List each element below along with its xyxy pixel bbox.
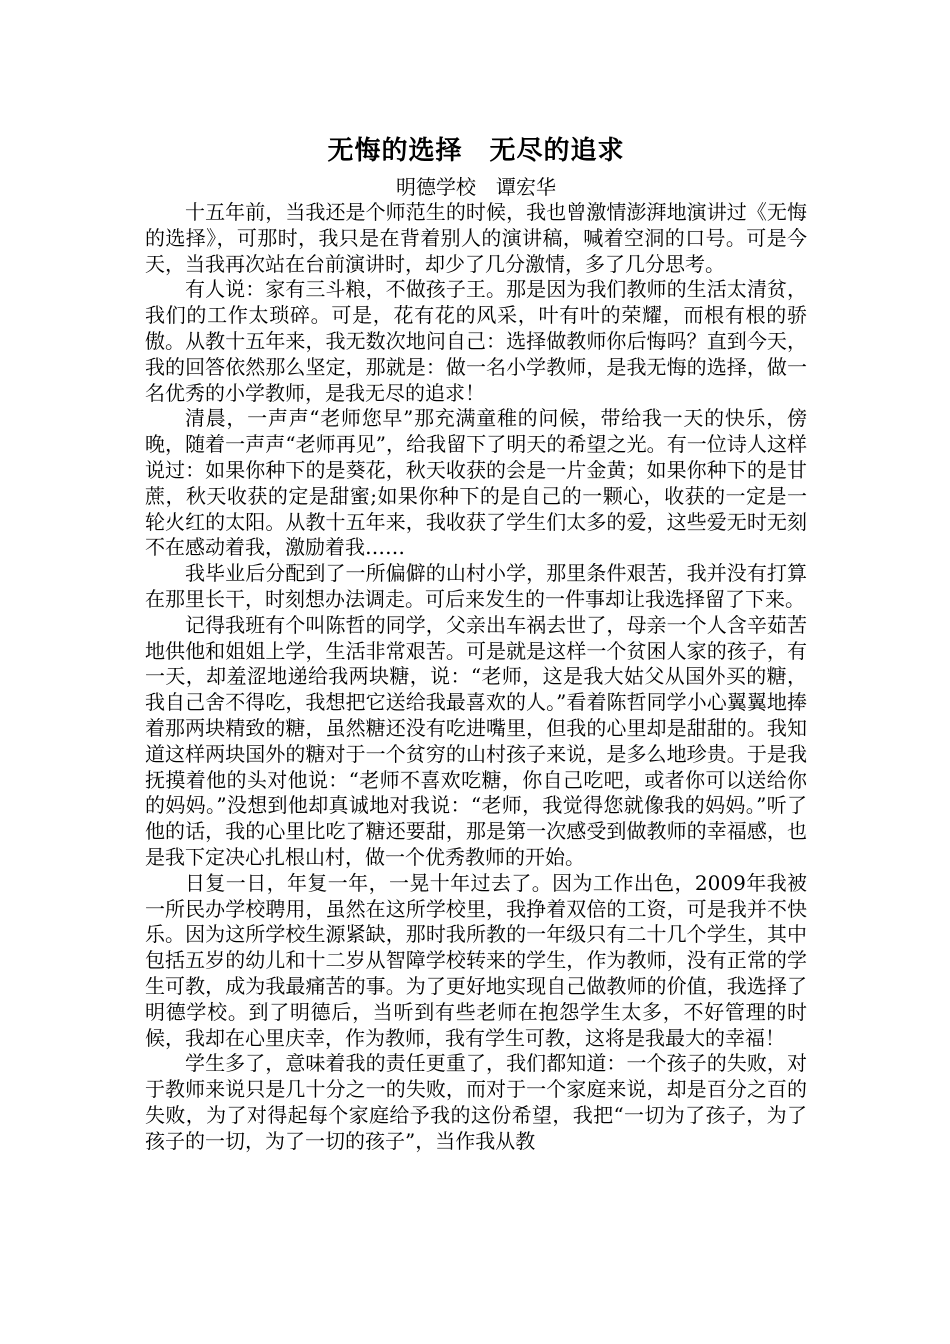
document-title: 无悔的选择 无尽的追求 (327, 136, 625, 166)
paragraph-1: 十五年前，当我还是个师范生的时候，我也曾激情澎湃地演讲过《无悔的选择》，可那时，我只是在背着别人的演讲稿，喊着空洞的口号。可是今天，当我再次站在台前演讲时，却少了几分激情，多了几分思考。 (145, 200, 807, 276)
paragraph-6: 日复一日，年复一年，一晃十年过去了。因为工作出色，2009年我被一所民办学校聘用，虽然在这所学校里，我挣着双倍的工资，可是我并不快乐。因为这所学校生源紧缺，那时我所教的一年级只有二十几个学生，其中包括五岁的幼儿和十二岁从智障学校转来的学生，作为教师，没有正常的学生可教，成为我最痛苦的事。为了更好地实现自己做教师的价值，我选择了明德学校。到了明德后，当听到有些老师在抱怨学生太多，不好管理的时候，我却在心里庆幸，作为教师，我有学生可教，这将是我最大的幸福！ (145, 870, 807, 1050)
author-byline: 明德学校 谭宏华 (396, 175, 556, 199)
paragraph-4: 我毕业后分配到了一所偏僻的山村小学，那里条件艰苦，我并没有打算在那里长干，时刻想办法调走。可后来发生的一件事却让我选择留了下来。 (145, 561, 807, 611)
paragraph-5: 记得我班有个叫陈哲的同学，父亲出车祸去世了，母亲一个人含辛茹苦地供他和姐姐上学，生活非常艰苦。可是就是这样一个贫困人家的孩子，有一天，却羞涩地递给我两块糖，说：“老师，这是我大姑父从国外买的糖，我自己舍不得吃，我想把它送给我最喜欢的人。”看着陈哲同学小心翼翼地捧着那两块精致的糖，虽然糖还没有吃进嘴里，但我的心里却是甜甜的。我知道这样两块国外的糖对于一个贫穷的山村孩子来说，是多么地珍贵。于是我抚摸着他的头对他说：“老师不喜欢吃糖，你自己吃吧，或者你可以送给你的妈妈。”没想到他却真诚地对我说：“老师，我觉得您就像我的妈妈。”听了他的话，我的心里比吃了糖还要甜，那是第一次感受到做教师的幸福感，也是我下定决心扎根山村，做一个优秀教师的开始。 (145, 612, 807, 869)
paragraph-7: 学生多了，意味着我的责任更重了，我们都知道：一个孩子的失败，对于教师来说只是几十分之一的失败，而对于一个家庭来说，却是百分之百的失败，为了对得起每个家庭给予我的这份希望，我把“一切为了孩子，为了孩子的一切，为了一切的孩子”，当作我从教 (145, 1051, 807, 1153)
paragraph-3: 清晨，一声声“老师您早”那充满童稚的问候，带给我一天的快乐，傍晚，随着一声声“老师再见”，给我留下了明天的希望之光。有一位诗人这样说过：如果你种下的是葵花，秋天收获的会是一片金黄；如果你种下的是甘蔗，秋天收获的定是甜蜜;如果你种下的是自己的一颗心，收获的一定是一轮火红的太阳。从教十五年来，我收获了学生们太多的爱，这些爱无时无刻不在感动着我，激励着我…… (145, 406, 807, 560)
document-body (145, 132, 807, 1154)
paragraph-2: 有人说：家有三斗粮，不做孩子王。那是因为我们教师的生活太清贫，我们的工作太琐碎。可是，花有花的风采，叶有叶的荣耀，而根有根的骄傲。从教十五年来，我无数次地问自己：选择做教师你后悔吗？直到今天，我的回答依然那么坚定，那就是：做一名小学教师，是我无悔的选择，做一名优秀的小学教师，是我无尽的追求！ (145, 277, 807, 405)
